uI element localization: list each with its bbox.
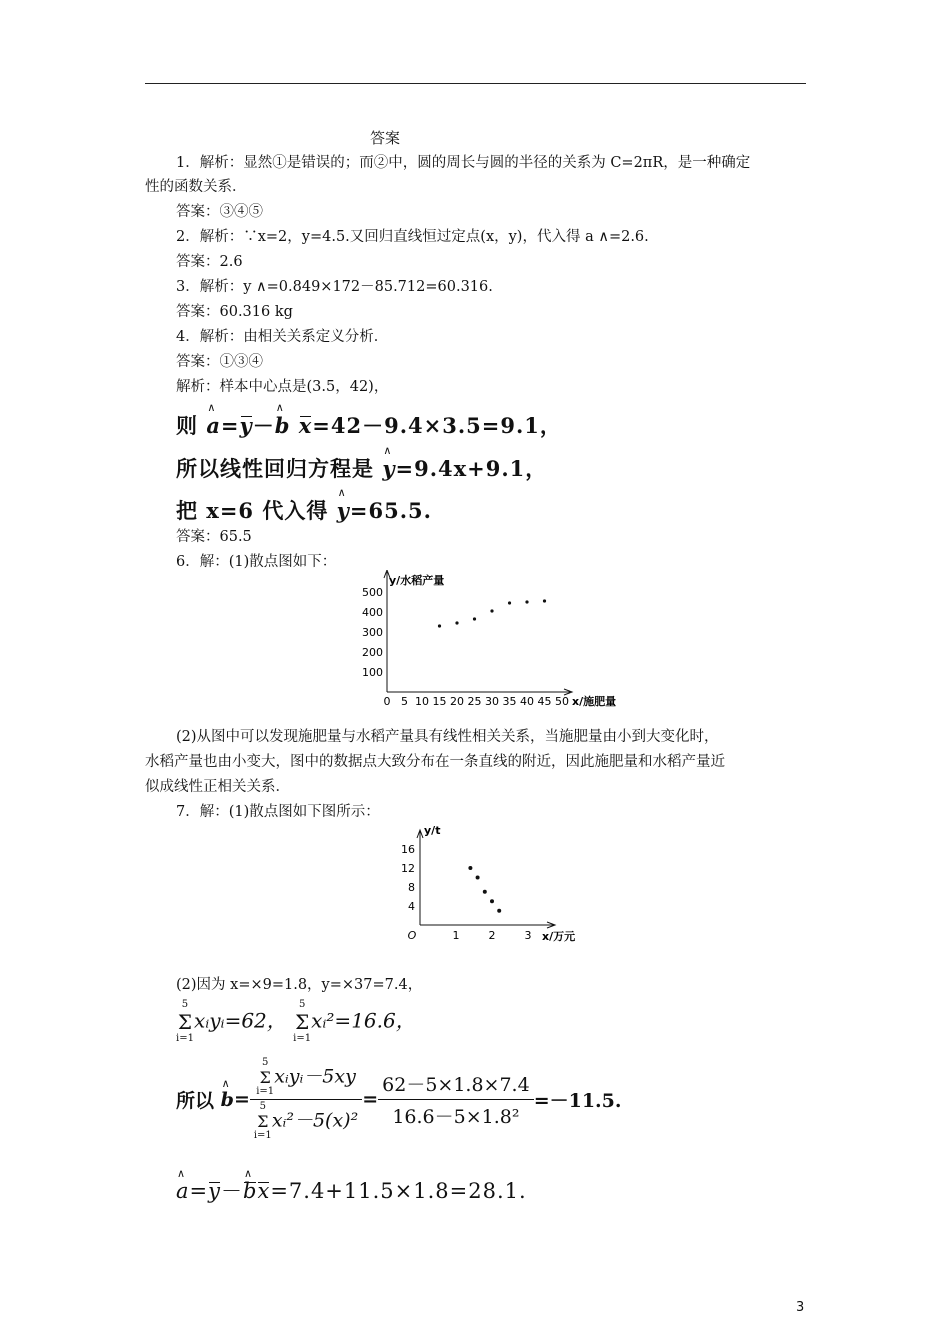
text-line-5: 答案：2.6 bbox=[176, 254, 243, 270]
y-tick-label: 200 bbox=[362, 646, 383, 659]
q7-line2: (2)因为 x=×9=1.8，y=×37=7.4， bbox=[176, 977, 423, 993]
eq5-line3-prefix: 把 x=6 代入得 bbox=[176, 498, 329, 523]
q7-b-equation: 所以 ∧ b= 5 Σ i=1 xᵢyᵢ－5xy 5 Σ i=1 xᵢ²－5(x)² = $\frac{62-5\times 1.8\times 7.4}{\text{16.6－5×1.8²}}$ =－11.5. bbox=[176, 1058, 622, 1141]
b-hat-symbol-3: ∧ b bbox=[243, 1179, 257, 1203]
q7-a-equation: ∧ a=y－∧ bx=7.4+11.5×1.8=28.1. bbox=[176, 1175, 527, 1205]
x-tick-label: O bbox=[407, 929, 417, 942]
data-point bbox=[455, 621, 458, 624]
answer-5: 答案：65.5 bbox=[176, 529, 252, 545]
data-point bbox=[497, 909, 501, 913]
y-tick-label: 400 bbox=[362, 606, 383, 619]
y-tick-label: 100 bbox=[362, 666, 383, 679]
x-tick-label: 5 bbox=[401, 695, 408, 708]
scatter-chart-cost bbox=[395, 820, 595, 950]
y-axis-label: y/水稻产量 bbox=[389, 574, 445, 587]
data-point bbox=[473, 617, 476, 620]
eq5-line1-prefix: 则 bbox=[176, 413, 198, 438]
text-line-4: 2．解析：∵x=2，y=4.5.又回归直线恒过定点(x，y)，代入得 a ∧=2.6. bbox=[176, 229, 649, 245]
q6-para-1: (2)从图中可以发现施肥量与水稻产量具有线性相关关系，当施肥量由小到大变化时， bbox=[176, 729, 719, 745]
eq5-line2-rest: =9.4x+9.1， bbox=[395, 456, 548, 481]
eq5-line3-rest: =65.5. bbox=[349, 498, 432, 523]
a-result: =7.4+11.5×1.8=28.1. bbox=[270, 1179, 527, 1203]
x-axis-label: x/施肥量 bbox=[572, 695, 617, 708]
x-bar-symbol: x bbox=[298, 413, 313, 438]
fraction-left: 5 Σ i=1 xᵢyᵢ－5xy 5 Σ i=1 xᵢ²－5(x)² bbox=[250, 1058, 362, 1141]
q7-sums bbox=[176, 1000, 416, 1044]
fraction-right: $\frac{62-5\times 1.8\times 7.4}{\text{16.6－5×1.8²}}$ bbox=[378, 1070, 534, 1129]
y-tick-label: 16 bbox=[401, 843, 415, 856]
data-point bbox=[508, 601, 511, 604]
x-tick-label: 2 bbox=[488, 929, 496, 942]
eq5-line1-rest: =42－9.4×3.5=9.1， bbox=[312, 413, 562, 438]
y-hat-symbol: ∧ y bbox=[382, 456, 395, 481]
b-result: =－11.5. bbox=[533, 1090, 622, 1112]
x-bar-symbol-2: x bbox=[257, 1179, 271, 1203]
x-tick-label: 50 bbox=[555, 695, 569, 708]
page-title: 答案 bbox=[370, 129, 401, 147]
header-rule bbox=[145, 83, 806, 84]
data-point bbox=[490, 609, 493, 612]
q6-para-3: 似成线性正相关关系． bbox=[145, 779, 290, 795]
data-point bbox=[438, 624, 441, 627]
text-line-3: 答案：③④⑤ bbox=[176, 204, 263, 220]
text-line-8: 4．解析：由相关关系定义分析． bbox=[176, 329, 389, 345]
x-tick-label: 25 bbox=[467, 695, 482, 708]
x-tick-label: 40 bbox=[520, 695, 534, 708]
text-line-2: 性的函数关系． bbox=[145, 179, 247, 195]
sigma-2: 5 Σ i=1 bbox=[293, 999, 312, 1044]
scatter-chart-rice-yield bbox=[350, 570, 630, 715]
sum1-text: xᵢyᵢ=62， bbox=[193, 1008, 287, 1033]
sum2-text: xᵢ²=16.6， bbox=[311, 1008, 416, 1033]
text-line-1: 1．解析：显然①是错误的；而②中，圆的周长与圆的半径的关系为 C=2πR，是一种确定 bbox=[176, 155, 751, 171]
data-point bbox=[490, 899, 494, 903]
eq5-line2 bbox=[176, 453, 547, 483]
data-point bbox=[476, 876, 480, 880]
text-line-9: 答案：①③④ bbox=[176, 354, 263, 370]
text-line-6: 3．解析：y ∧=0.849×172－85.712=60.316. bbox=[176, 279, 493, 295]
x-tick-label: 45 bbox=[537, 695, 552, 708]
y-tick-label: 4 bbox=[408, 900, 415, 913]
page-number: 3 bbox=[796, 1300, 805, 1315]
x-axis-label: x/万元 bbox=[542, 930, 576, 943]
x-tick-label: 1 bbox=[452, 929, 460, 942]
a-hat-symbol-2: ∧ a bbox=[176, 1179, 190, 1203]
b-prefix: 所以 bbox=[176, 1090, 215, 1112]
data-point bbox=[468, 866, 472, 870]
x-tick-label: 20 bbox=[450, 695, 464, 708]
a-hat-symbol: ∧ a bbox=[206, 413, 221, 438]
x-tick-label: 30 bbox=[485, 695, 499, 708]
q6-intro: 6．解：(1)散点图如下： bbox=[176, 554, 337, 570]
x-tick-label: 0 bbox=[383, 695, 391, 708]
text-line-10: 解析：样本中心点是(3.5，42)， bbox=[176, 379, 389, 395]
data-point bbox=[483, 890, 487, 894]
text-line-7: 答案：60.316 kg bbox=[176, 304, 293, 320]
y-tick-label: 8 bbox=[408, 881, 415, 894]
eq5-line2-prefix: 所以线性回归方程是 bbox=[176, 456, 374, 481]
x-tick-label: 35 bbox=[502, 695, 517, 708]
eq5-line3 bbox=[176, 495, 432, 525]
b-hat-symbol-2: ∧ b bbox=[221, 1089, 234, 1111]
y-tick-label: 12 bbox=[401, 862, 415, 875]
y-axis-label: y/t bbox=[424, 824, 441, 837]
x-tick-label: 10 bbox=[415, 695, 429, 708]
q6-para-2: 水稻产量也由小变大，图中的数据点大致分布在一条直线的附近，因此施肥量和水稻产量近 bbox=[145, 754, 725, 770]
sigma-1: 5 Σ i=1 bbox=[176, 999, 194, 1044]
x-tick-label: 15 bbox=[432, 695, 447, 708]
y-hat-symbol-2: ∧ y bbox=[337, 498, 350, 523]
y-tick-label: 300 bbox=[362, 626, 383, 639]
data-point bbox=[543, 599, 546, 602]
y-tick-label: 500 bbox=[362, 586, 383, 599]
x-tick-label: 3 bbox=[524, 929, 532, 942]
y-bar-symbol-2: y bbox=[208, 1179, 222, 1203]
b-hat-symbol: ∧ b bbox=[275, 413, 291, 438]
y-bar-symbol: y bbox=[239, 413, 253, 438]
eq5-line1: 则 ∧ a=y－∧ b x=42－9.4×3.5=9.1， bbox=[176, 410, 562, 440]
data-point bbox=[525, 600, 528, 603]
q7-intro: 7．解：(1)散点图如下图所示： bbox=[176, 804, 380, 820]
